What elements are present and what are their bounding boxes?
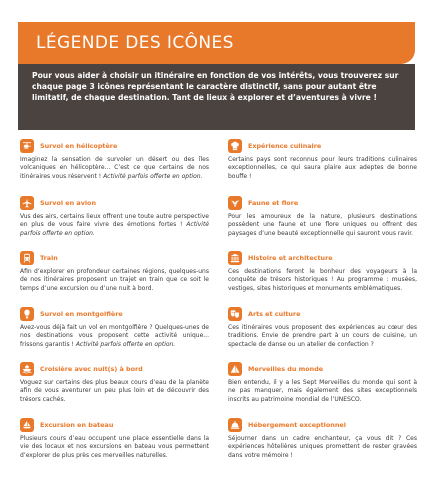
entry-description: Certains pays sont reconnus pour leurs traditions culinaires exceptionnelles, ce qui saura plaire aux adeptes de bonne bouffe ! [228, 156, 417, 180]
entry-title: Survol en avion [40, 199, 96, 207]
page-header [18, 22, 415, 64]
intro-paragraph: Pour vous aider à choisir un itinéraire en fonction de vos intérêts, vous trouverez sur chaque page 3 icônes représentant le caractère distinctif, sans pour autant être limitatif, de chaque destination. Tant de lieux à explorer et d’aventures à vivre ! [18, 64, 415, 130]
entry-title: Excursion en bateau [40, 421, 114, 429]
legend-entry-wonders [228, 362, 417, 404]
page-title: LÉGENDE DES ICÔNES [36, 33, 234, 53]
entry-description: Ces destinations feront le bonheur des voyageurs à la conquête de trésors historiques ! Au programme : musées, vestiges, sites historiques et monuments emblématiques. [228, 268, 417, 292]
entry-title: Survol en montgolfière [40, 310, 123, 318]
legend-entry-lodging [228, 418, 417, 460]
legend-entry-balloon [20, 307, 209, 349]
entry-title: Arts et culture [248, 310, 301, 318]
legend-entry-boat [20, 418, 209, 460]
legend-entry-airplane [20, 196, 209, 238]
entry-description: Ces itinéraires vous proposent des expériences au cœur des traditions. Envie de prendre part à un cours de cuisine, un spectacle de danse ou un atelier de confection ? [228, 324, 417, 348]
entry-title: Croisière avec nuit(s) à bord [40, 365, 143, 373]
entry-description: Afin d’explorer en profondeur certaines régions, quelques-uns de nos itinéraires proposent un trajet en train que ce soit le temps d’une excursion ou d’une nuit à bord. [20, 268, 209, 292]
entry-title: Faune et flore [248, 199, 299, 207]
legend-entry-culture [228, 307, 417, 349]
entry-description: Bien entendu, il y a les Sept Merveilles du monde qui sont à ne pas manquer, mais également des sites exceptionnels inscrits au patrimoine mondial de l’UNESCO. [228, 379, 417, 403]
entry-description: Pour les amoureux de la nature, plusieurs destinations possèdent une faune et une flore uniques ou offrent des paysages d’une beauté exceptionnelle qui sauront vous ravir. [228, 213, 417, 237]
hotel-bell-icon [228, 418, 242, 432]
entry-description: Imaginez la sensation de survoler un désert ou des îles volcaniques en hélicoptère... C’est ce que certains de nos itinéraires vous réservent ! Activité parfois offerte en option. [20, 156, 209, 180]
theater-masks-icon [228, 307, 242, 321]
entry-description: Séjourner dans un cadre enchanteur, ça vous dit ? Ces expériences hôtelières uniques promettent de rester gravées dans votre mémoire ! [228, 435, 417, 459]
entry-description: Plusieurs cours d’eau occupent une place essentielle dans la vie des locaux et nos excursions en bateau vous permettent d’explorer de plus près ces merveilles naturelles. [20, 435, 209, 459]
entry-title: Histoire et architecture [248, 254, 333, 262]
helicopter-icon [20, 139, 34, 153]
legend-entry-helicopter [20, 139, 209, 181]
entry-title: Train [40, 254, 58, 262]
entry-description: Voguez sur certains des plus beaux cours d’eau de la planète afin de vous aventurer un peu plus loin et de découvrir des trésors cachés. [20, 379, 209, 403]
ship-icon [20, 362, 34, 376]
entry-title: Merveilles du monde [248, 365, 324, 373]
legend-entry-nature [228, 196, 417, 238]
airplane-icon [20, 196, 34, 210]
monument-icon [228, 251, 242, 265]
pyramid-icon [228, 362, 242, 376]
bird-icon [228, 196, 242, 210]
entry-description: Vus des airs, certains lieux offrent une toute autre perspective en plus de vous faire vivre des émotions fortes ! Activité parfois offerte en option. [20, 213, 209, 237]
entry-title: Expérience culinaire [248, 142, 322, 150]
legend-entry-culinary [228, 139, 417, 181]
legend-entry-train [20, 251, 209, 293]
legend-entry-cruise [20, 362, 209, 404]
chef-hat-icon [228, 139, 242, 153]
entry-title: Survol en hélicoptère [40, 142, 118, 150]
hot-air-balloon-icon [20, 307, 34, 321]
boat-icon [20, 418, 34, 432]
entry-description: Avez-vous déjà fait un vol en montgolfière ? Quelques-unes de nos destinations vous proposent cette activité unique... frissons garantis ! Activité parfois offerte en option. [20, 324, 209, 348]
train-icon [20, 251, 34, 265]
legend-entry-history [228, 251, 417, 293]
entry-title: Hébergement exceptionnel [248, 421, 346, 429]
